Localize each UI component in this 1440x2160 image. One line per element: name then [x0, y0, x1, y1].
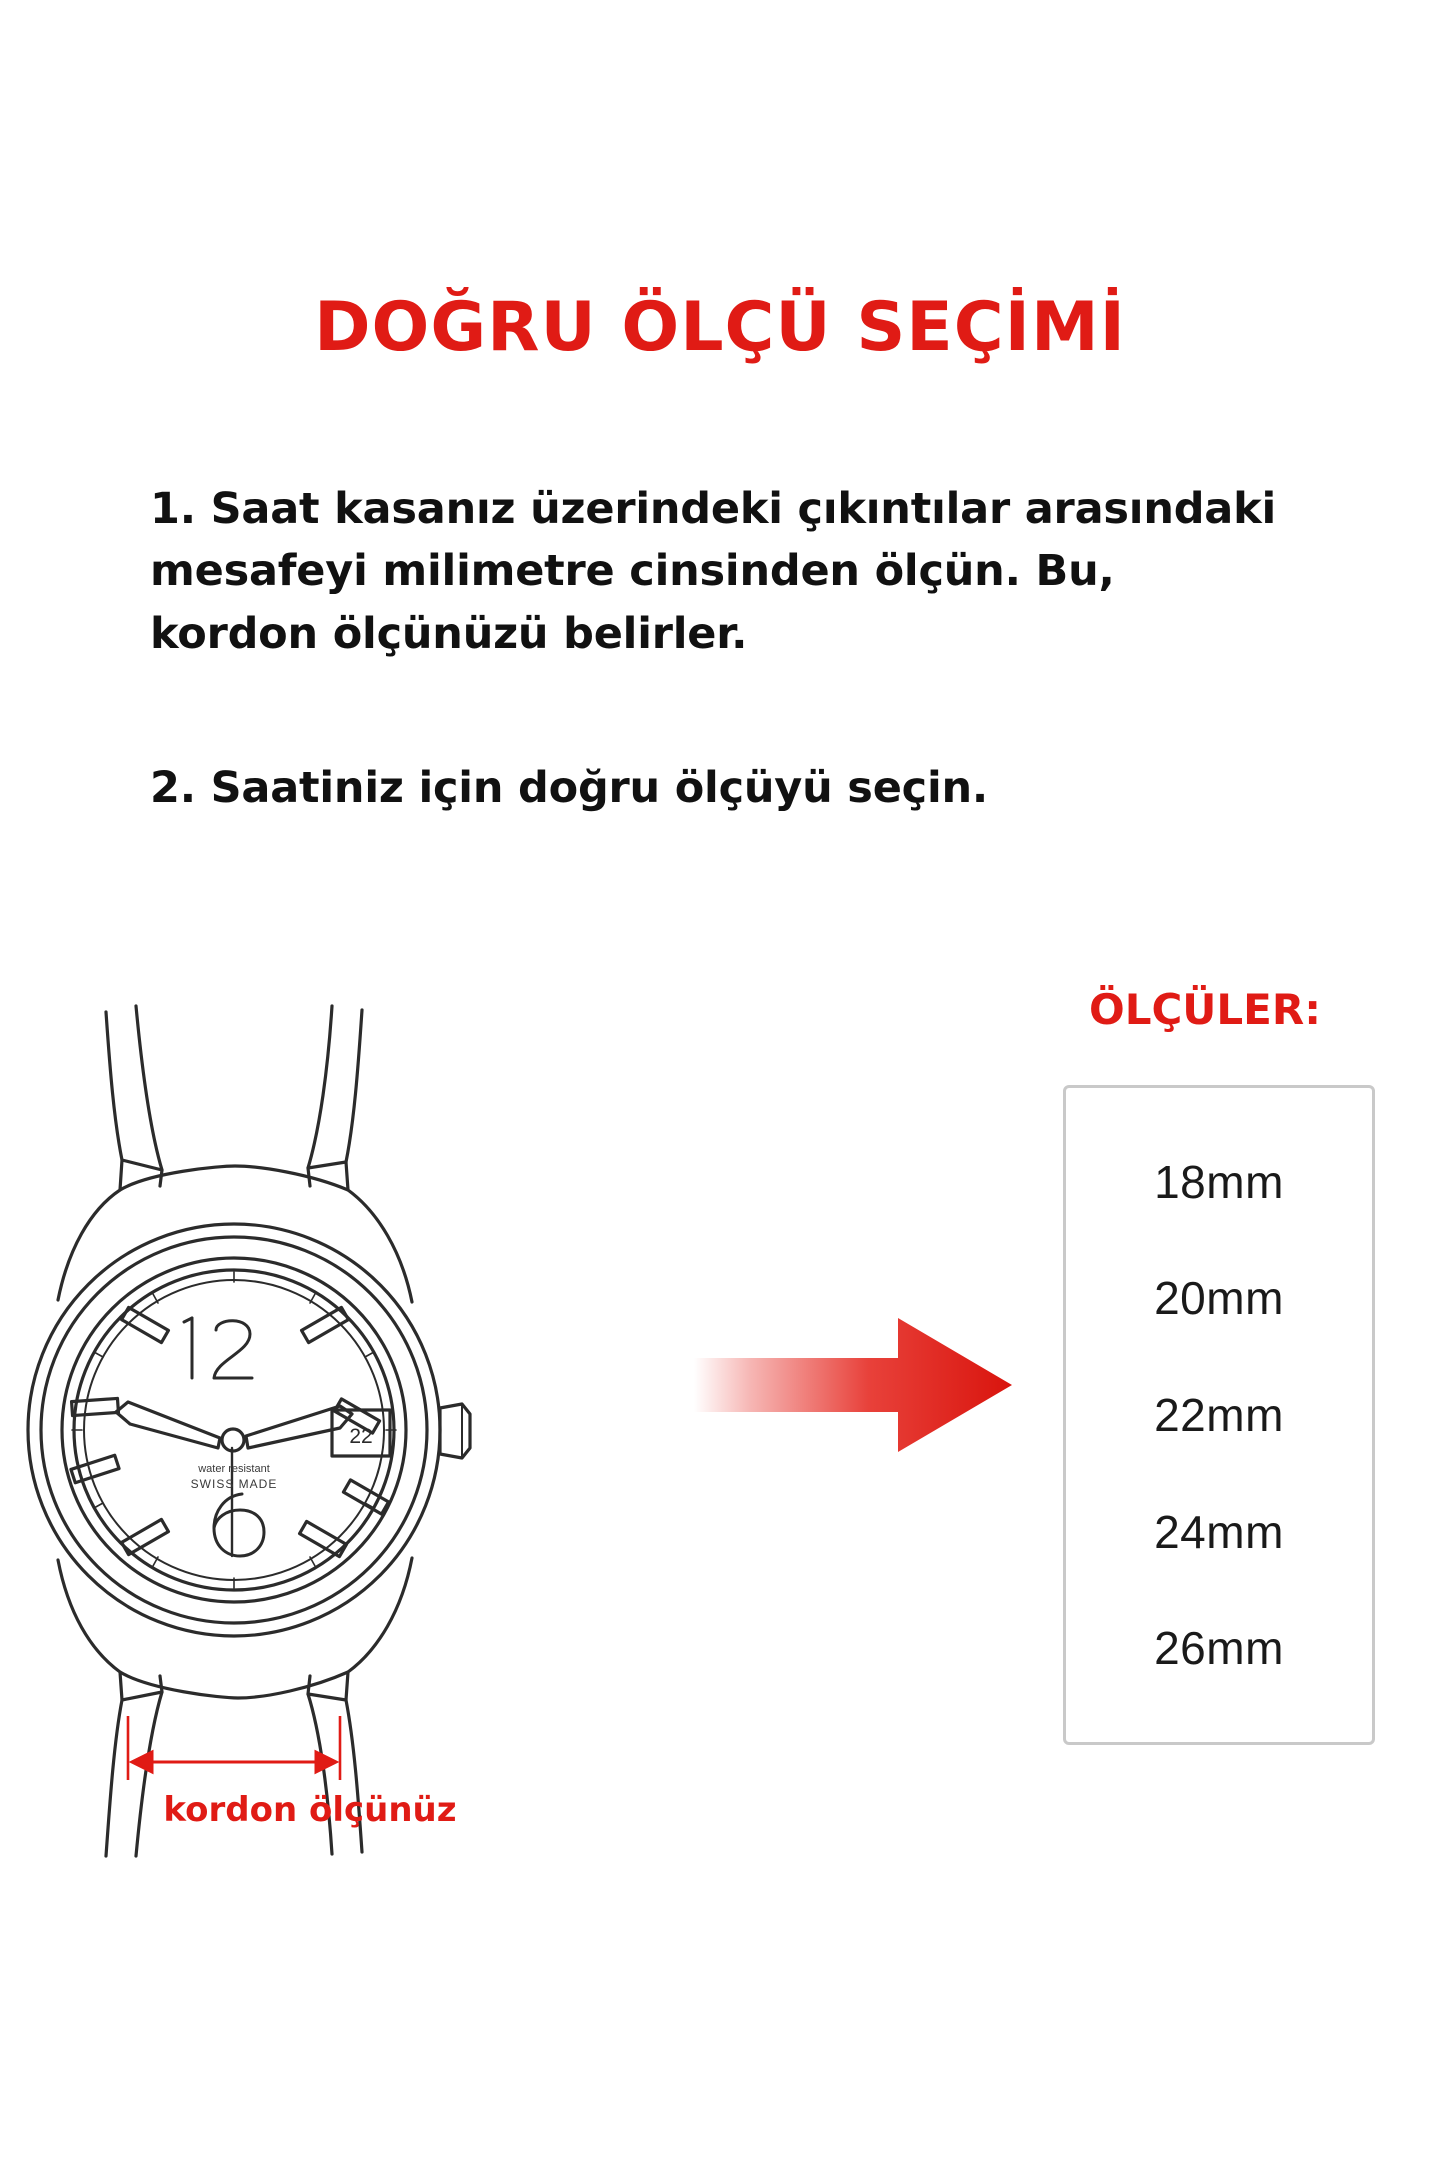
- measure-label: kordon ölçünüz: [163, 1790, 457, 1830]
- numeral-12: [184, 1318, 252, 1378]
- page-title: DOĞRU ÖLÇÜ SEÇİMİ: [314, 288, 1126, 367]
- measurement-arrow: [128, 1716, 340, 1780]
- right-arrow-icon: [690, 1310, 1020, 1460]
- instruction-step-2: 2. Saatiniz için doğru ölçüyü seçin.: [150, 763, 989, 814]
- strap-upper-left-cap: [122, 1160, 162, 1170]
- strap-lower-left: [58, 1560, 122, 1856]
- size-option-20mm[interactable]: 20mm: [1154, 1272, 1284, 1325]
- strap-upper-left-inner: [136, 1006, 162, 1186]
- sizes-heading: ÖLÇÜLER:: [1089, 985, 1321, 1034]
- size-option-22mm[interactable]: 22mm: [1154, 1388, 1284, 1441]
- strap-upper-right-cap: [308, 1162, 346, 1168]
- size-option-26mm[interactable]: 26mm: [1154, 1622, 1284, 1675]
- sizes-list: [1063, 1085, 1375, 1745]
- size-option-18mm[interactable]: 18mm: [1154, 1155, 1284, 1208]
- date-value: 22: [349, 1425, 373, 1448]
- strap-upper-right-inner: [308, 1006, 332, 1186]
- numeral-6: [214, 1494, 264, 1556]
- watch-illustration: [10, 1000, 630, 1880]
- instructions-block: [150, 478, 1290, 819]
- crown: [440, 1404, 470, 1458]
- strap-upper-left: [58, 1012, 122, 1300]
- instruction-step-1: 1. Saat kasanız üzerindeki çıkıntılar arasındaki mesafeyi milimetre cinsinden ölçün. Bu, kordon ölçünüzü belirler.: [150, 484, 1277, 659]
- hour-markers: [71, 1307, 389, 1556]
- watch-drawing: [10, 1000, 630, 1880]
- strap-upper-right: [346, 1010, 412, 1302]
- dial-text-line1: water resistant: [198, 1463, 270, 1475]
- strap-lower-left-cap: [122, 1692, 162, 1700]
- dial-text-line2: SWISS MADE: [190, 1477, 278, 1491]
- strap-lower-right-cap: [308, 1694, 346, 1700]
- hour-hand: [116, 1402, 220, 1448]
- size-option-24mm[interactable]: 24mm: [1154, 1505, 1284, 1558]
